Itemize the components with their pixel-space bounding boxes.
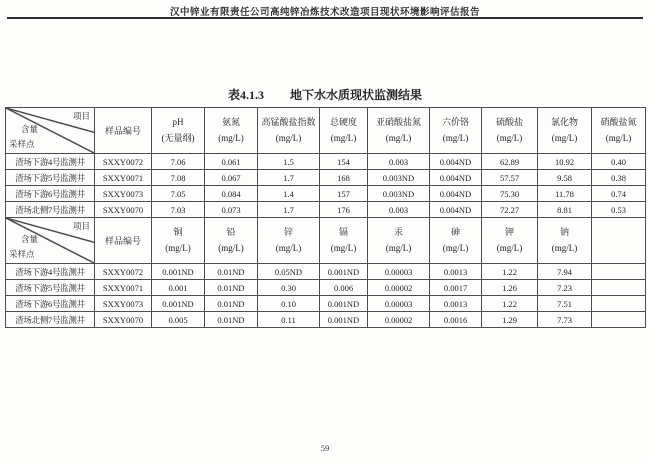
- value-cell: 0.00002: [368, 280, 430, 296]
- param-unit: (mg/L): [330, 132, 357, 143]
- param-name: 氨氮: [221, 117, 240, 128]
- column-header-zinc: [258, 218, 320, 264]
- table-caption: 地下水水质现状监测结果: [290, 88, 423, 102]
- value-cell: 0.001ND: [320, 296, 368, 312]
- column-header-sulfate: [482, 108, 538, 154]
- table-number: 表4.1.3: [227, 88, 264, 102]
- sample-id-cell: SXXY0070: [95, 202, 152, 218]
- column-header-chloride: [538, 108, 592, 154]
- sample-id-cell: SXXY0073: [95, 296, 152, 312]
- column-header-sample-id: 样品编号: [95, 218, 152, 264]
- value-cell: 0.0013: [430, 296, 482, 312]
- value-cell: 62.89: [482, 154, 538, 170]
- param-name: 汞: [393, 227, 403, 238]
- value-cell: 0.003ND: [368, 186, 430, 202]
- column-header-arsenic: [430, 218, 482, 264]
- value-cell: 0.073: [205, 202, 258, 218]
- site-cell: 渣场下游6号监测井: [6, 296, 95, 312]
- value-cell: 168: [320, 170, 368, 186]
- column-header-mercury: [368, 218, 430, 264]
- value-cell: 0.001ND: [152, 264, 205, 280]
- value-cell: 0.005: [152, 312, 205, 328]
- value-cell: 0.53: [592, 202, 646, 218]
- column-header-copper: [152, 218, 205, 264]
- value-cell: 0.00003: [368, 264, 430, 280]
- param-name: 钠: [559, 227, 569, 238]
- param-unit: (mg/L): [330, 242, 357, 253]
- value-cell: 7.23: [538, 280, 592, 296]
- corner-label-content: 含量: [21, 234, 39, 244]
- table-row: [6, 280, 646, 296]
- value-cell: 1.7: [258, 170, 320, 186]
- corner-label-site: 采样点: [9, 248, 35, 259]
- value-cell: 1.29: [482, 312, 538, 328]
- param-unit: (mg/L): [275, 242, 302, 253]
- param-unit: (mg/L): [496, 242, 523, 253]
- corner-label-content: 含量: [21, 124, 39, 134]
- value-cell: 7.51: [538, 296, 592, 312]
- value-cell: 1.7: [258, 202, 320, 218]
- value-cell: 176: [320, 202, 368, 218]
- corner-label-item: 项目: [72, 221, 90, 231]
- value-cell: 7.94: [538, 264, 592, 280]
- monitoring-results-table: [5, 107, 646, 328]
- value-cell: [592, 264, 646, 280]
- param-name: pH: [172, 117, 184, 128]
- value-cell: 0.01ND: [205, 280, 258, 296]
- param-unit: (无量纲): [161, 132, 195, 143]
- value-cell: 0.004ND: [430, 186, 482, 202]
- sample-id-cell: SXXY0071: [95, 170, 152, 186]
- value-cell: 9.58: [538, 170, 592, 186]
- column-header-nitrate: [592, 108, 646, 154]
- value-cell: 7.03: [152, 202, 205, 218]
- value-cell: 11.78: [538, 186, 592, 202]
- value-cell: 157: [320, 186, 368, 202]
- column-header-hardness: [320, 108, 368, 154]
- param-name: 六价铬: [441, 117, 469, 128]
- value-cell: 0.004ND: [430, 154, 482, 170]
- value-cell: 0.74: [592, 186, 646, 202]
- value-cell: 0.001ND: [152, 296, 205, 312]
- corner-label-site: 采样点: [9, 138, 35, 149]
- param-unit: (mg/L): [275, 132, 302, 143]
- report-header: 汉中锌业有限责任公司高纯锌冶炼技术改造项目现状环境影响评估报告: [169, 8, 480, 18]
- param-unit: (mg/L): [442, 132, 469, 143]
- param-name: 高锰酸盐指数: [261, 117, 316, 128]
- table-row: [6, 202, 646, 218]
- value-cell: 0.001: [152, 280, 205, 296]
- value-cell: 7.73: [538, 312, 592, 328]
- value-cell: 0.01ND: [205, 312, 258, 328]
- value-cell: 10.92: [538, 154, 592, 170]
- value-cell: [592, 312, 646, 328]
- column-header-chromium6: [430, 108, 482, 154]
- sample-id-cell: SXXY0071: [95, 280, 152, 296]
- value-cell: 0.003: [368, 202, 430, 218]
- value-cell: 0.0016: [430, 312, 482, 328]
- corner-label-item: 项目: [72, 111, 90, 121]
- site-cell: 渣场北侧7号监测井: [6, 202, 95, 218]
- value-cell: 0.00003: [368, 296, 430, 312]
- section2-header-row: [6, 218, 646, 264]
- value-cell: 8.81: [538, 202, 592, 218]
- param-unit: (mg/L): [385, 242, 412, 253]
- column-header-nitrite: [368, 108, 430, 154]
- table-row: [6, 264, 646, 280]
- param-name: 硝酸盐氮: [600, 117, 637, 128]
- header-divider: [7, 17, 643, 19]
- param-name: 钾: [504, 227, 514, 238]
- value-cell: 0.061: [205, 154, 258, 170]
- value-cell: [592, 280, 646, 296]
- sample-id-cell: SXXY0072: [95, 264, 152, 280]
- param-name: 亚硝酸盐氮: [375, 117, 421, 128]
- param-unit: (mg/L): [551, 242, 578, 253]
- value-cell: 0.0017: [430, 280, 482, 296]
- param-name: 镉: [338, 227, 348, 238]
- value-cell: 1.26: [482, 280, 538, 296]
- column-header-sample-id: 样品编号: [95, 108, 152, 154]
- value-cell: 0.38: [592, 170, 646, 186]
- value-cell: 7.05: [152, 186, 205, 202]
- value-cell: 0.004ND: [430, 170, 482, 186]
- value-cell: 72.27: [482, 202, 538, 218]
- column-header-permanganate: [258, 108, 320, 154]
- param-name: 砷: [450, 227, 460, 238]
- diagonal-header-cell: [6, 218, 95, 264]
- param-name: 总硬度: [329, 117, 357, 128]
- diagonal-header-cell: [6, 108, 95, 154]
- value-cell: 0.30: [258, 280, 320, 296]
- param-name: 硫酸盐: [495, 117, 523, 128]
- site-cell: 渣场下游4号监测井: [6, 154, 95, 170]
- table-row: [6, 186, 646, 202]
- value-cell: 0.10: [258, 296, 320, 312]
- param-unit: (mg/L): [605, 132, 632, 143]
- column-header-empty: [592, 218, 646, 264]
- value-cell: 1.4: [258, 186, 320, 202]
- value-cell: 0.001ND: [320, 264, 368, 280]
- column-header-ammonia: [205, 108, 258, 154]
- table-row: [6, 296, 646, 312]
- page-number: 59: [320, 443, 330, 453]
- value-cell: 0.01ND: [205, 264, 258, 280]
- value-cell: 75.30: [482, 186, 538, 202]
- param-name: 锌: [283, 227, 293, 238]
- param-unit: (mg/L): [165, 242, 191, 253]
- value-cell: 0.01ND: [205, 296, 258, 312]
- site-cell: 渣场下游5号监测井: [6, 170, 95, 186]
- value-cell: 0.084: [205, 186, 258, 202]
- value-cell: 0.004ND: [430, 202, 482, 218]
- value-cell: 0.0013: [430, 264, 482, 280]
- value-cell: 1.22: [482, 296, 538, 312]
- section1-header-row: [6, 108, 646, 154]
- value-cell: 0.001ND: [320, 312, 368, 328]
- sample-id-cell: SXXY0070: [95, 312, 152, 328]
- table-title: [0, 86, 650, 103]
- sample-id-cell: SXXY0072: [95, 154, 152, 170]
- column-header-sodium: [538, 218, 592, 264]
- value-cell: 1.5: [258, 154, 320, 170]
- value-cell: 1.22: [482, 264, 538, 280]
- value-cell: 57.57: [482, 170, 538, 186]
- table-row: [6, 170, 646, 186]
- param-unit: (mg/L): [551, 132, 578, 143]
- param-unit: (mg/L): [496, 132, 523, 143]
- value-cell: 0.003: [368, 154, 430, 170]
- table-row: [6, 312, 646, 328]
- value-cell: 0.006: [320, 280, 368, 296]
- sample-id-cell: SXXY0073: [95, 186, 152, 202]
- site-cell: 渣场下游6号监测井: [6, 186, 95, 202]
- value-cell: 0.11: [258, 312, 320, 328]
- param-name: 铜: [173, 227, 183, 238]
- column-header-cadmium: [320, 218, 368, 264]
- site-cell: 渣场北侧7号监测井: [6, 312, 95, 328]
- param-unit: (mg/L): [442, 242, 469, 253]
- value-cell: [592, 296, 646, 312]
- value-cell: 0.05ND: [258, 264, 320, 280]
- value-cell: 0.40: [592, 154, 646, 170]
- column-header-ph: [152, 108, 205, 154]
- param-unit: (mg/L): [218, 132, 244, 143]
- value-cell: 0.003ND: [368, 170, 430, 186]
- param-name: 铅: [226, 227, 236, 238]
- column-header-lead: [205, 218, 258, 264]
- param-unit: (mg/L): [385, 132, 412, 143]
- value-cell: 7.06: [152, 154, 205, 170]
- param-unit: (mg/L): [218, 242, 244, 253]
- table-row: [6, 154, 646, 170]
- value-cell: 7.08: [152, 170, 205, 186]
- column-header-potassium: [482, 218, 538, 264]
- site-cell: 渣场下游5号监测井: [6, 280, 95, 296]
- site-cell: 渣场下游4号监测井: [6, 264, 95, 280]
- param-name: 氯化物: [550, 117, 578, 128]
- value-cell: 154: [320, 154, 368, 170]
- value-cell: 0.00002: [368, 312, 430, 328]
- value-cell: 0.067: [205, 170, 258, 186]
